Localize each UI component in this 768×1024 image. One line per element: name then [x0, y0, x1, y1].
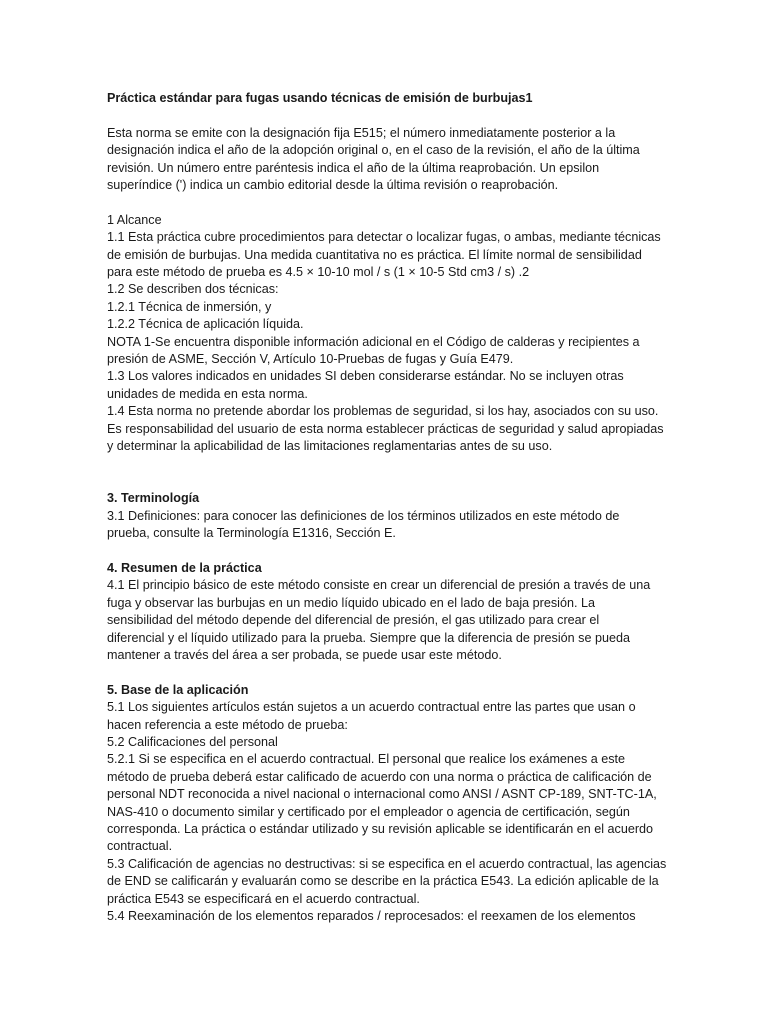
section-heading-terminologia: 3. Terminología — [107, 491, 200, 506]
paragraph-5-3: 5.3 Calificación de agencias no destructivas: si se especifica en el acuerdo contractual, las agencias de END se calificarán y evaluarán como se describe en la práctica E543. La edición aplicable de la práctica E543 se especificará en el acuerdo contractual. — [107, 856, 667, 906]
paragraph-5-2: 5.2 Calificaciones del personal — [107, 734, 278, 749]
paragraph-4-1: 4.1 El principio básico de este método consiste en crear un diferencial de presión a través de una fuga y observar las burbujas en un medio líquido ubicado en el lado de baja presión. La sensibilidad del método depende del diferencial de presión, el gas utilizado para crear el diferencial y el líquido utilizado para la prueba. Siempre que la diferencia de presión se pueda mantener a través del área a ser probada, se puede usar este método. — [107, 578, 651, 662]
paragraph-5-2-1: 5.2.1 Si se especifica en el acuerdo contractual. El personal que realice los exámenes a este método de prueba deberá estar calificado de acuerdo con una norma o práctica de calificación de personal NDT reconocida a nivel nacional o internacional como ANSI / ASNT CP-189, SNT-TC-1A, NAS-410 o documento similar y certificado por el empleador o agencia de certificación, según corresponda. La práctica o estándar utilizado y su revisión aplicable se identificarán en el acuerdo contractual. — [107, 752, 657, 854]
paragraph-1-2: 1.2 Se describen dos técnicas: — [107, 282, 279, 297]
paragraph-1-2-2: 1.2.2 Técnica de aplicación líquida. — [107, 317, 304, 332]
intro-paragraph: Esta norma se emite con la designación fija E515; el número inmediatamente posterior a la designación indica el año de la adopción original o, en el caso de la revisión, el año de la última revisión. Un número entre paréntesis indica el año de la última reaprobación. Un epsilon superíndice (') indica un cambio editorial desde la última revisión o reaprobación. — [107, 125, 640, 193]
section-heading-resumen: 4. Resumen de la práctica — [107, 560, 262, 575]
paragraph-1-3: 1.3 Los valores indicados en unidades SI deben considerarse estándar. No se incluyen otras unidades de medida en esta norma. — [107, 369, 624, 401]
document-title: Práctica estándar para fugas usando técnicas de emisión de burbujas1 — [107, 91, 533, 105]
document-page — [107, 90, 667, 925]
paragraph-3-1: 3.1 Definiciones: para conocer las definiciones de los términos utilizados en este método de prueba, consulte la Terminología E1316, Sección E. — [107, 508, 620, 541]
paragraph-nota-1: NOTA 1-Se encuentra disponible información adicional en el Código de calderas y recipientes a presión de ASME, Sección V, Artículo 10-Pruebas de fugas y Guía E479. — [107, 334, 640, 367]
section-heading-base-aplicacion: 5. Base de la aplicación — [107, 682, 249, 697]
paragraph-1-2-1: 1.2.1 Técnica de inmersión, y — [107, 299, 272, 314]
section-heading-alcance: 1 Alcance — [107, 212, 162, 227]
paragraph-1-1: 1.1 Esta práctica cubre procedimientos para detectar o localizar fugas, o ambas, mediante técnicas de emisión de burbujas. Una medida cuantitativa no es práctica. El límite normal de sensibilidad para este método de prueba es 4.5 × 10-10 mol / s (1 × 10-5 Std cm3 / s) .2 — [107, 230, 661, 280]
paragraph-5-1: 5.1 Los siguientes artículos están sujetos a un acuerdo contractual entre las partes que usan o hacen referencia a este método de prueba: — [107, 700, 636, 732]
paragraph-1-4: 1.4 Esta norma no pretende abordar los problemas de seguridad, si los hay, asociados con su uso. Es responsabilidad del usuario de esta norma establecer prácticas de seguridad y salud apropiadas y determinar la aplicabilidad de las limitaciones reglamentarias antes de su uso. — [107, 404, 664, 454]
paragraph-5-4: 5.4 Reexaminación de los elementos reparados / reprocesados: el reexamen de los elementos — [107, 909, 636, 924]
